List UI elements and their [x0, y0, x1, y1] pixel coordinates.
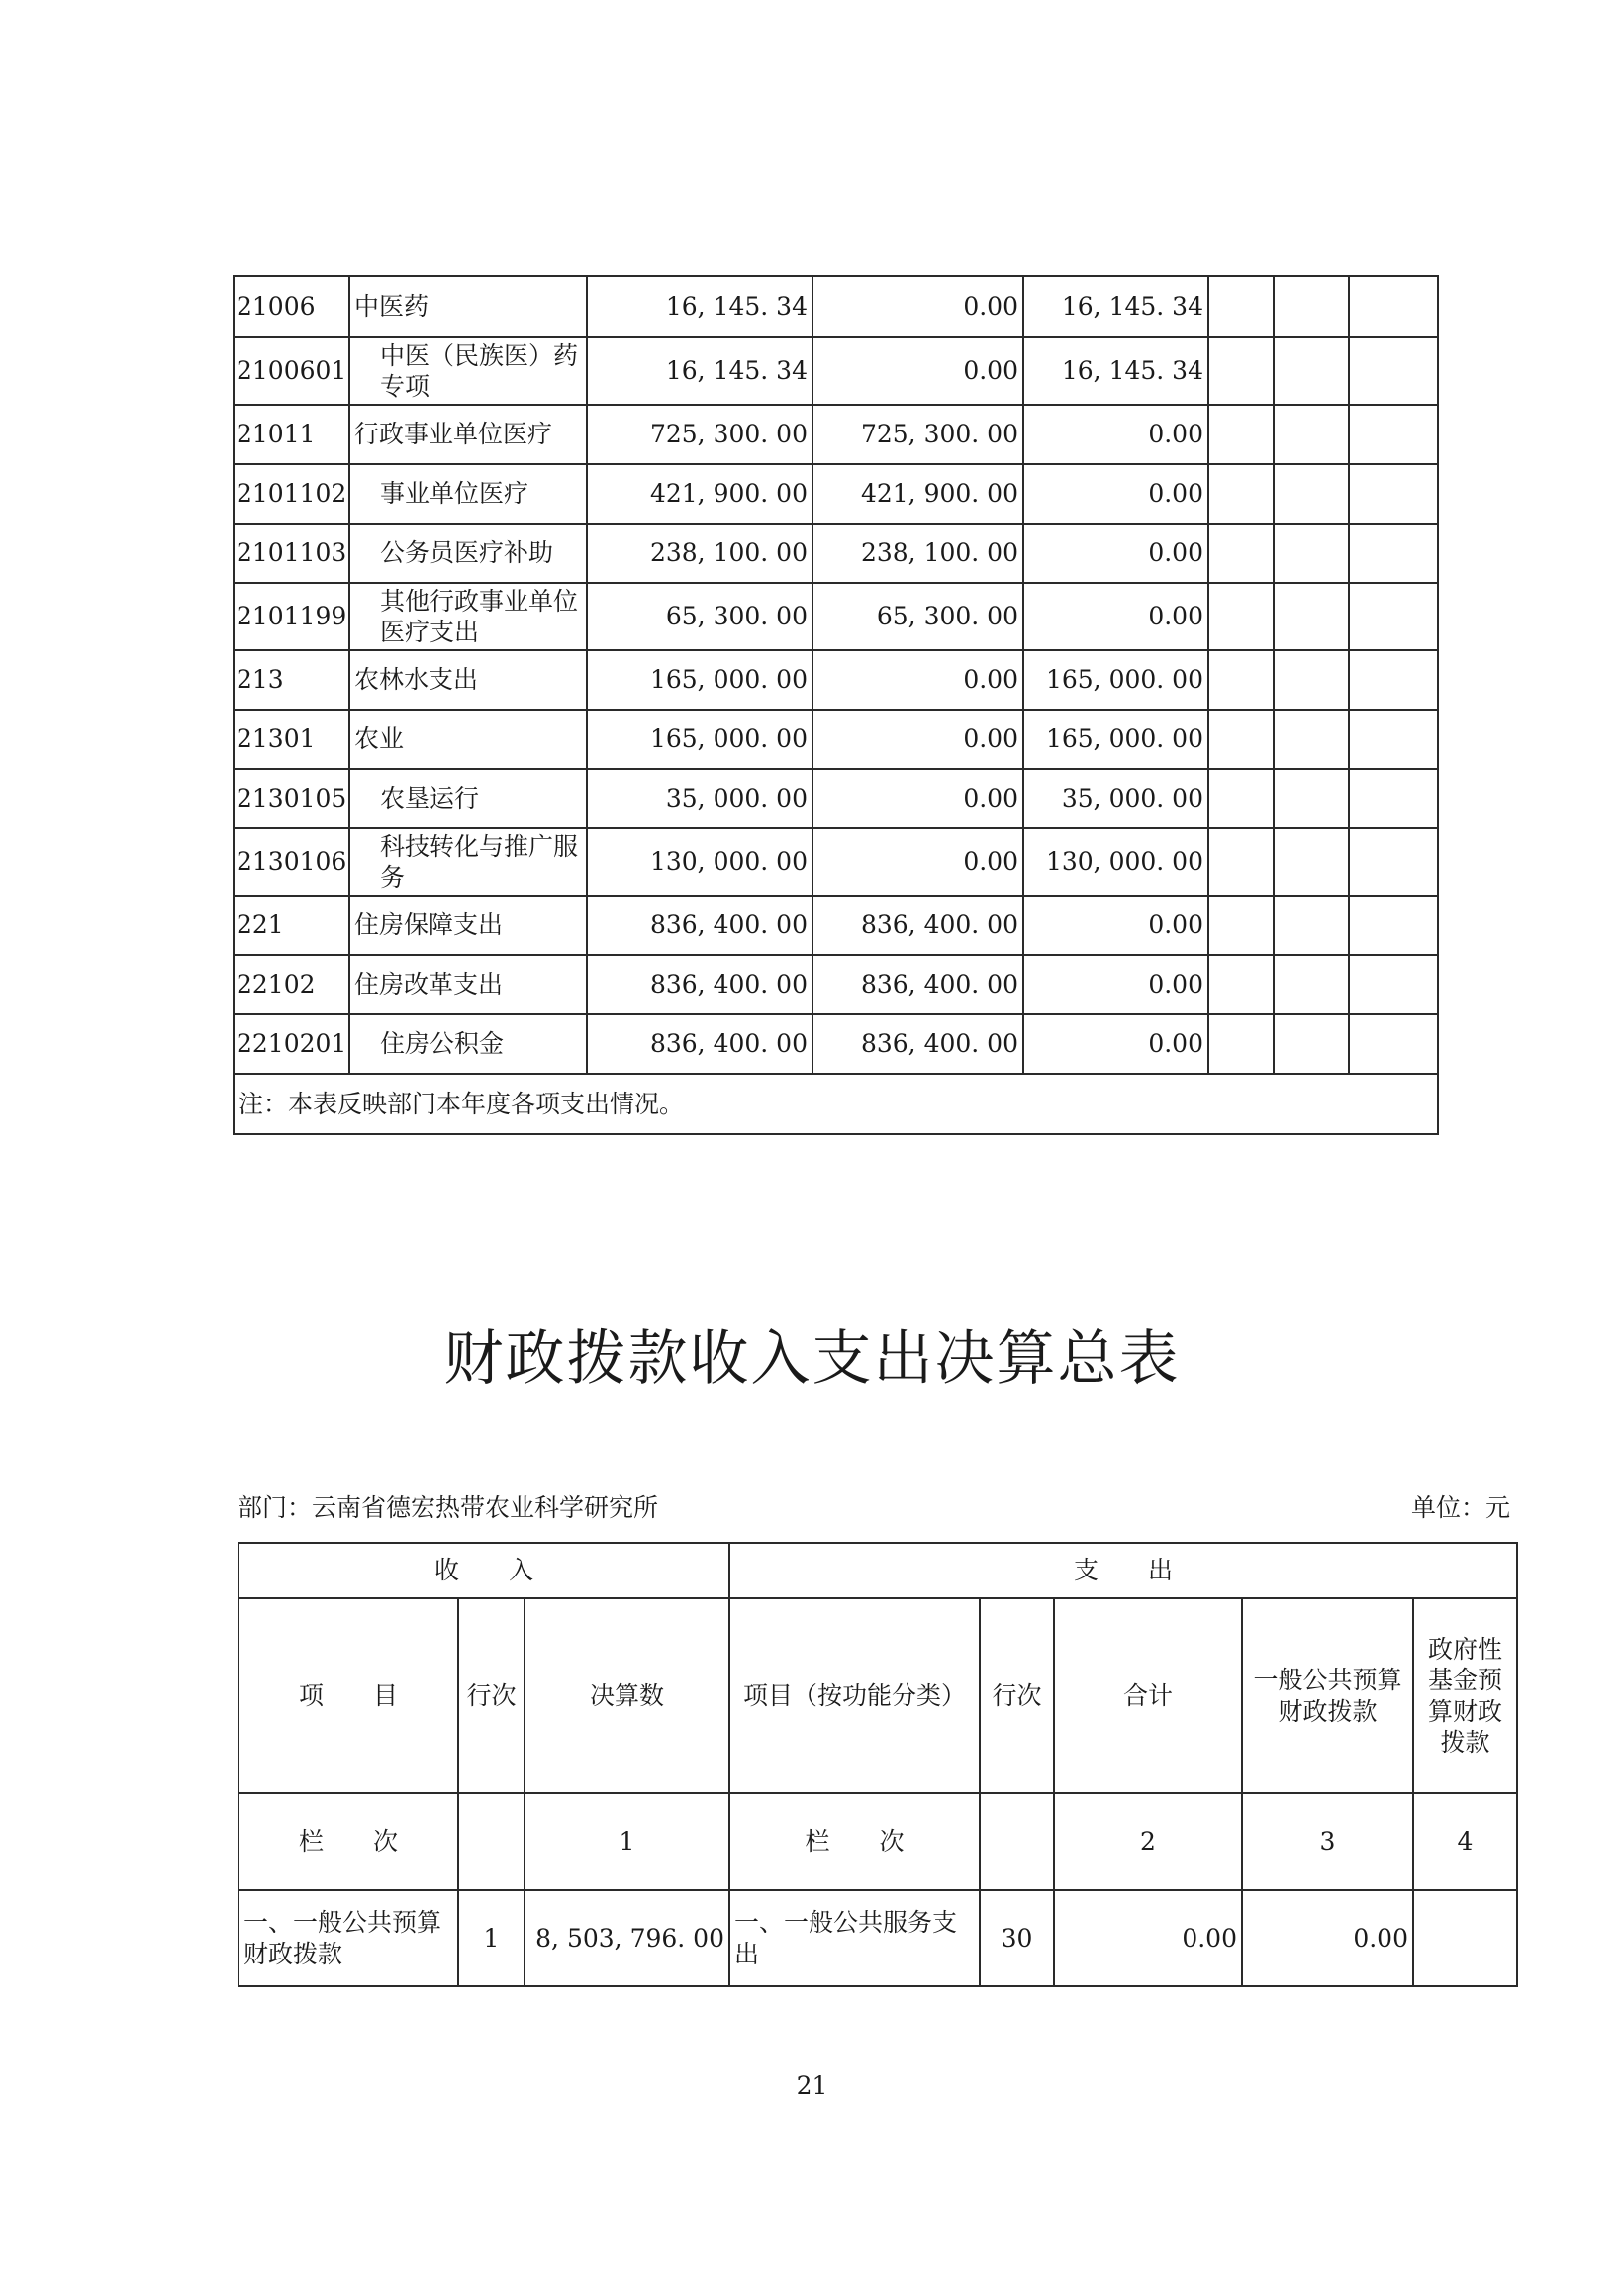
income-header: 收 入 [239, 1543, 729, 1598]
row-basic: 0.00 [812, 337, 1023, 405]
row-project: 35, 000. 00 [1023, 769, 1208, 828]
lan-4: 4 [1413, 1793, 1517, 1890]
summary-table-title: 财政拨款收入支出决算总表 [443, 1324, 1181, 1393]
row-empty-cell [1349, 524, 1438, 583]
row-basic: 421, 900. 00 [812, 464, 1023, 524]
row1-func-item: 一、一般公共服务支出 [729, 1890, 980, 1986]
table-row [234, 405, 1438, 464]
row-total: 836, 400. 00 [587, 1014, 812, 1074]
table-row [234, 524, 1438, 583]
row-empty-cell [1274, 710, 1349, 769]
row-empty-cell [1274, 464, 1349, 524]
row-basic: 238, 100. 00 [812, 524, 1023, 583]
row-name: 其他行政事业单位医疗支出 [349, 583, 587, 650]
row-total: 65, 300. 00 [587, 583, 812, 650]
row-total: 238, 100. 00 [587, 524, 812, 583]
row-empty-cell [1208, 583, 1274, 650]
table-row [234, 710, 1438, 769]
row-name: 住房保障支出 [349, 896, 587, 955]
row-code: 2210201 [234, 1014, 349, 1074]
row-empty-cell [1274, 955, 1349, 1014]
row-empty-cell [1349, 710, 1438, 769]
row-project: 165, 000. 00 [1023, 650, 1208, 710]
department-label: 部门：云南省德宏热带农业科学研究所 [238, 1493, 659, 1522]
row-basic: 836, 400. 00 [812, 955, 1023, 1014]
row-project: 0.00 [1023, 1014, 1208, 1074]
row-code: 2101102 [234, 464, 349, 524]
row-empty-cell [1274, 405, 1349, 464]
row-name: 事业单位医疗 [349, 464, 587, 524]
col-line-header: 行次 [458, 1598, 525, 1793]
lan-label-income: 栏 次 [239, 1793, 458, 1890]
row-basic: 725, 300. 00 [812, 405, 1023, 464]
row-empty-cell [1208, 650, 1274, 710]
table-note-row [234, 1074, 1438, 1134]
row-basic: 0.00 [812, 276, 1023, 337]
row-basic: 0.00 [812, 769, 1023, 828]
row1-fund [1413, 1890, 1517, 1986]
row-empty-cell [1208, 710, 1274, 769]
row-project: 16, 145. 34 [1023, 337, 1208, 405]
table-row [234, 650, 1438, 710]
table-row [234, 1014, 1438, 1074]
row-empty-cell [1349, 337, 1438, 405]
row-basic: 0.00 [812, 828, 1023, 896]
row-project: 0.00 [1023, 464, 1208, 524]
row1-amount: 8, 503, 796. 00 [525, 1890, 729, 1986]
row-project: 0.00 [1023, 896, 1208, 955]
row-empty-cell [1274, 896, 1349, 955]
row-total: 130, 000. 00 [587, 828, 812, 896]
row-empty-cell [1349, 896, 1438, 955]
row-empty-cell [1274, 583, 1349, 650]
row-empty-cell [1349, 650, 1438, 710]
row-empty-cell [1208, 276, 1274, 337]
table-row [234, 337, 1438, 405]
row-name: 中医（民族医）药专项 [349, 337, 587, 405]
table-row [234, 276, 1438, 337]
row-basic: 836, 400. 00 [812, 1014, 1023, 1074]
col-func-line-header: 行次 [980, 1598, 1054, 1793]
row-empty-cell [1208, 828, 1274, 896]
row-project: 165, 000. 00 [1023, 710, 1208, 769]
row1-item: 一、一般公共预算财政拨款 [239, 1890, 458, 1986]
row-total: 421, 900. 00 [587, 464, 812, 524]
row-empty-cell [1349, 828, 1438, 896]
row-name: 公务员医疗补助 [349, 524, 587, 583]
table-row [234, 464, 1438, 524]
row-code: 22102 [234, 955, 349, 1014]
row-total: 16, 145. 34 [587, 337, 812, 405]
row-empty-cell [1349, 583, 1438, 650]
col-item-header: 项 目 [239, 1598, 458, 1793]
row-empty-cell [1208, 524, 1274, 583]
col-general-header: 一般公共预算财政拨款 [1242, 1598, 1413, 1793]
row-code: 21301 [234, 710, 349, 769]
row-empty-cell [1208, 955, 1274, 1014]
col-func-item-header: 项目（按功能分类） [729, 1598, 980, 1793]
row1-general: 0.00 [1242, 1890, 1413, 1986]
row-code: 2130106 [234, 828, 349, 896]
row-empty-cell [1274, 650, 1349, 710]
row-project: 0.00 [1023, 405, 1208, 464]
row-name: 科技转化与推广服务 [349, 828, 587, 896]
row-total: 165, 000. 00 [587, 710, 812, 769]
row-name: 住房公积金 [349, 1014, 587, 1074]
row-empty-cell [1349, 955, 1438, 1014]
row-project: 130, 000. 00 [1023, 828, 1208, 896]
row-empty-cell [1349, 464, 1438, 524]
row-name: 农垦运行 [349, 769, 587, 828]
row-basic: 0.00 [812, 650, 1023, 710]
row-total: 16, 145. 34 [587, 276, 812, 337]
row-code: 221 [234, 896, 349, 955]
row-empty-cell [1274, 1014, 1349, 1074]
row-empty-cell [1274, 276, 1349, 337]
unit-label: 单位：元 [1410, 1493, 1510, 1522]
row-empty-cell [1208, 769, 1274, 828]
lan-3: 3 [1242, 1793, 1413, 1890]
row-empty-cell [1274, 337, 1349, 405]
expense-detail-table [233, 275, 1439, 1135]
row1-func-line: 30 [980, 1890, 1054, 1986]
row-empty-cell [1349, 405, 1438, 464]
row-name: 行政事业单位医疗 [349, 405, 587, 464]
row-code: 21006 [234, 276, 349, 337]
row-name: 中医药 [349, 276, 587, 337]
row-total: 836, 400. 00 [587, 896, 812, 955]
row-empty-cell [1274, 769, 1349, 828]
row-total: 725, 300. 00 [587, 405, 812, 464]
row1-line: 1 [458, 1890, 525, 1986]
row-project: 0.00 [1023, 583, 1208, 650]
row-project: 0.00 [1023, 955, 1208, 1014]
row-basic: 836, 400. 00 [812, 896, 1023, 955]
expense-header: 支 出 [729, 1543, 1517, 1598]
row-code: 2100601 [234, 337, 349, 405]
row-empty-cell [1349, 769, 1438, 828]
table-row [234, 583, 1438, 650]
row-empty-cell [1208, 1014, 1274, 1074]
row-code: 2130105 [234, 769, 349, 828]
row-empty-cell [1274, 524, 1349, 583]
row-project: 16, 145. 34 [1023, 276, 1208, 337]
table-row [234, 828, 1438, 896]
row-name: 农林水支出 [349, 650, 587, 710]
summary-table [238, 1542, 1518, 1987]
col-amount-header: 决算数 [525, 1598, 729, 1793]
row-total: 836, 400. 00 [587, 955, 812, 1014]
table-row [234, 955, 1438, 1014]
row-empty-cell [1349, 276, 1438, 337]
row1-total: 0.00 [1054, 1890, 1242, 1986]
lan-empty [458, 1793, 525, 1890]
row-empty-cell [1208, 337, 1274, 405]
row-empty-cell [1208, 464, 1274, 524]
row-empty-cell [1349, 1014, 1438, 1074]
row-code: 2101103 [234, 524, 349, 583]
row-empty-cell [1208, 896, 1274, 955]
lan-2: 2 [1054, 1793, 1242, 1890]
page-number: 21 [796, 2071, 828, 2100]
col-total-header: 合计 [1054, 1598, 1242, 1793]
row-project: 0.00 [1023, 524, 1208, 583]
row-name: 住房改革支出 [349, 955, 587, 1014]
table-row [234, 896, 1438, 955]
row-total: 165, 000. 00 [587, 650, 812, 710]
row-total: 35, 000. 00 [587, 769, 812, 828]
row-basic: 0.00 [812, 710, 1023, 769]
row-empty-cell [1208, 405, 1274, 464]
row-code: 21011 [234, 405, 349, 464]
row-basic: 65, 300. 00 [812, 583, 1023, 650]
lan-1: 1 [525, 1793, 729, 1890]
row-name: 农业 [349, 710, 587, 769]
row-code: 2101199 [234, 583, 349, 650]
lan-label-expense: 栏 次 [729, 1793, 980, 1890]
col-fund-header: 政府性基金预算财政拨款 [1413, 1598, 1517, 1793]
row-empty-cell [1274, 828, 1349, 896]
lan-empty [980, 1793, 1054, 1890]
table-note: 注：本表反映部门本年度各项支出情况。 [234, 1074, 1438, 1134]
row-code: 213 [234, 650, 349, 710]
table-row [234, 769, 1438, 828]
